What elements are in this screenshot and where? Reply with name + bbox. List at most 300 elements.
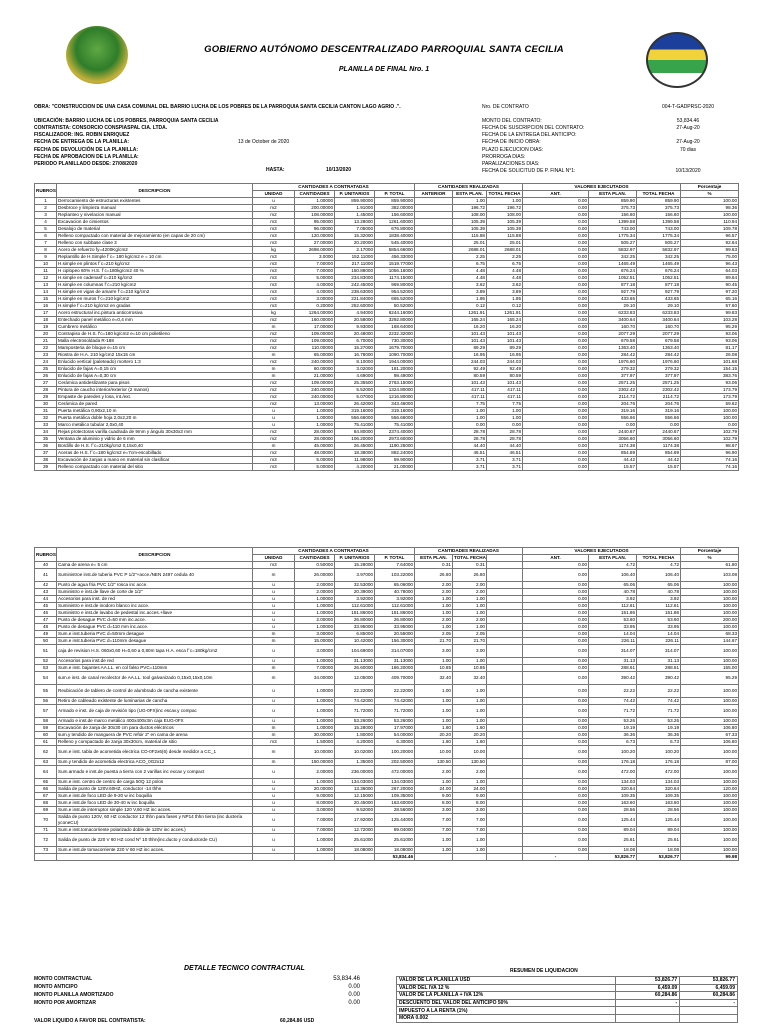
col-porcentaje: Porcentaje — [681, 184, 739, 191]
table-cell: 7.00000 — [295, 261, 335, 268]
table-cell: 31.13000 — [335, 658, 375, 665]
table-cell: 1.60 — [415, 739, 453, 746]
table-cell: 100.00 — [681, 212, 739, 219]
table-cell — [415, 380, 453, 387]
table-cell: 57.60 — [681, 303, 739, 310]
table-cell: 32.40 — [453, 672, 487, 685]
table-row — [35, 658, 739, 665]
table-row — [35, 725, 739, 732]
table-cell: 0.00 — [523, 352, 589, 359]
table-cell: 100.00 — [681, 793, 739, 800]
table-cell: 859.90 — [589, 198, 637, 205]
table-cell — [415, 345, 453, 352]
col-valores: VALORES EJECUTADOS — [523, 184, 681, 191]
col-total-fecha-valor: TOTAL FECHA — [637, 191, 681, 198]
table-row — [35, 324, 739, 331]
table-cell: 954.52000 — [375, 289, 415, 296]
table-cell: 101.43 — [453, 380, 487, 387]
table-cell: 2698.00000 — [295, 247, 335, 254]
table-cell: 96.43 — [681, 261, 739, 268]
col-cant-realizadas: CANTIDADES REALIZADAS — [415, 548, 523, 555]
table-cell: 2.17000 — [335, 247, 375, 254]
table-cell: 15.28000 — [335, 725, 375, 732]
table-row — [35, 569, 739, 582]
table-cell: 100.00 — [681, 198, 739, 205]
col-rubros: RUBROS — [35, 184, 57, 198]
table-cell: 134.03 — [589, 779, 637, 786]
table-cell-empty — [487, 617, 523, 624]
table-cell: 90.45 — [681, 282, 739, 289]
table-cell: 0.00 — [523, 746, 589, 759]
info-right-values — [640, 104, 736, 175]
table-cell: 2 — [35, 205, 57, 212]
table-cell: 130.50 — [453, 759, 487, 766]
table-cell: Riostra de H.A. 210 kg/cm2 15x15 cm — [57, 352, 253, 359]
table-cell: 0.00 — [523, 450, 589, 457]
table-cell: 1216.80000 — [375, 394, 415, 401]
table-cell: 63 — [35, 759, 57, 766]
table-cell: 2.00 — [453, 582, 487, 589]
table-cell: m — [253, 352, 295, 359]
table-cell: 13.00000 — [295, 401, 335, 408]
parish-seal-icon — [646, 32, 708, 88]
table-cell — [415, 310, 453, 317]
table-cell-empty — [415, 854, 453, 861]
table-cell: u — [253, 807, 295, 814]
table-cell: 53.60 — [637, 617, 681, 624]
table-cell: 3.71 — [453, 457, 487, 464]
table-cell: 130.50 — [415, 759, 453, 766]
resumen-value-total: 53,826.77 — [680, 977, 738, 985]
table-cell: 319.16 — [589, 408, 637, 415]
table-cell: 46.51 — [487, 450, 523, 457]
table-cell: 1838.40000 — [375, 233, 415, 240]
table-cell: 0.00 — [523, 387, 589, 394]
table-cell: m2 — [253, 205, 295, 212]
table-cell: 2.00 — [415, 766, 453, 779]
table-cell: 29.10 — [589, 303, 637, 310]
table-cell-empty — [487, 672, 523, 685]
table-row — [35, 359, 739, 366]
table-cell: 0.00 — [523, 786, 589, 793]
table-cell: 2077.29 — [589, 331, 637, 338]
table-cell — [415, 247, 453, 254]
table-cell: 0.00 — [523, 373, 589, 380]
table-cell: 71.72 — [637, 705, 681, 718]
table-cell: 2.00 — [453, 617, 487, 624]
table-cell — [415, 303, 453, 310]
info-line: FISCALIZADOR: ING. ROBIN ENRIQUEZ — [34, 132, 130, 139]
table-cell: 15 — [35, 296, 57, 303]
table-cell: 320.64 — [637, 786, 681, 793]
table-cell: 1.95 — [487, 296, 523, 303]
table-cell: 221.84000 — [335, 296, 375, 303]
table-cell: 173.79 — [681, 394, 739, 401]
table-cell: 160.70 — [589, 324, 637, 331]
table-cell: 472.00000 — [375, 766, 415, 779]
total-fecha: 53,826.77 — [637, 854, 681, 861]
table-cell: m3 — [253, 254, 295, 261]
table-cell: 2.25 — [487, 254, 523, 261]
table-cell: 7.00 — [415, 827, 453, 834]
table-cell: 1363.40 — [589, 345, 637, 352]
table-row — [35, 261, 739, 268]
table-cell: 1775.34 — [589, 233, 637, 240]
table-row — [35, 268, 739, 275]
table-cell: 151.86 — [589, 610, 637, 617]
table-row — [35, 562, 739, 569]
table-cell: 7.64000 — [375, 562, 415, 569]
table-cell: 4.72 — [637, 562, 681, 569]
table-cell: Pintura de caucho interior/exterior (2 manos) — [57, 387, 253, 394]
table-cell: 202.50000 — [375, 759, 415, 766]
table-cell: 1.00 — [453, 198, 487, 205]
table-cell: 15.57 — [637, 464, 681, 471]
detalle-value: 0.00 — [348, 1000, 360, 1006]
table-cell: Sum.y tendido de acometida electrica ACO_0G2x12 — [57, 759, 253, 766]
table-row — [35, 380, 739, 387]
table-cell: 1.00 — [415, 658, 453, 665]
table-cell: 3.00 — [415, 807, 453, 814]
table-cell: 3.02000 — [335, 366, 375, 373]
table-cell: 16.20 — [453, 324, 487, 331]
table-row — [35, 373, 739, 380]
table-cell: 56 — [35, 698, 57, 705]
table-cell: 81.17 — [681, 345, 739, 352]
contract-field-label: PLAZO EJECUCION DIAS: — [482, 146, 544, 153]
table-cell: 10.42000 — [335, 638, 375, 645]
table-cell: 314.07 — [589, 645, 637, 658]
table-cell: 1174.38 — [637, 443, 681, 450]
table-cell: 279.32 — [589, 366, 637, 373]
table-cell: Suministro e inst.de llave de corte de 1/2" — [57, 589, 253, 596]
table-cell: 3292.80000 — [375, 317, 415, 324]
table-cell: m2 — [253, 345, 295, 352]
table-cell: 854.89 — [589, 450, 637, 457]
table-cell-empty — [487, 705, 523, 718]
table-row — [35, 759, 739, 766]
table-cell: 0.00 — [681, 422, 739, 429]
table-row — [35, 834, 739, 847]
table-cell: m — [253, 732, 295, 739]
total-esta-plan: 53,826.77 — [589, 854, 637, 861]
table-cell — [415, 352, 453, 359]
table-cell: m — [253, 443, 295, 450]
table-cell — [415, 205, 453, 212]
table-cell: u — [253, 698, 295, 705]
table-cell: 0.00 — [523, 394, 589, 401]
gad-logo-icon — [66, 26, 128, 84]
table-cell: 34.00000 — [295, 672, 335, 685]
info-line: FECHA DE DEVOLUCIÓN DE LA PLANILLA: — [34, 146, 139, 153]
table-cell: 240.00000 — [295, 387, 335, 394]
table-cell: 25.61 — [637, 834, 681, 847]
table-cell: 320.64 — [589, 786, 637, 793]
table-cell: 19.19 — [589, 725, 637, 732]
table-cell: Rejas protectoras varilla cuadrada de 9mm y ángulo 30x30x3 mm — [57, 429, 253, 436]
table-cell: 70 — [35, 814, 57, 827]
table-cell: 877.18 — [637, 282, 681, 289]
table-cell: Marco metálico tubular 2,0x0,40 — [57, 422, 253, 429]
table-cell: 244.03 — [453, 359, 487, 366]
col-esta-plan-valor: ESTA PLAN. — [589, 191, 637, 198]
table-cell — [415, 289, 453, 296]
table-cell: 0.00 — [523, 665, 589, 672]
table-cell: 151.86000 — [335, 610, 375, 617]
table-cell: 12.15000 — [335, 793, 375, 800]
table-cell: 2.05 — [415, 631, 453, 638]
table-cell: 10.85 — [453, 665, 487, 672]
table-cell: 21.00000 — [295, 373, 335, 380]
table-cell: 1.00 — [453, 705, 487, 718]
table-cell: 0.00 — [523, 205, 589, 212]
table-cell: 679.58 — [637, 338, 681, 345]
table-cell-empty — [295, 854, 335, 861]
table-cell: u — [253, 617, 295, 624]
table-row — [35, 827, 739, 834]
col-total-fecha: TOTAL FECHA — [487, 191, 523, 198]
table-cell: 89.04 — [589, 827, 637, 834]
table-cell: 383.76 — [681, 373, 739, 380]
table-cell: 18.08000 — [335, 847, 375, 854]
table-cell: 92.49 — [487, 366, 523, 373]
table-cell: 100.00 — [681, 408, 739, 415]
col-ant: ANT. — [523, 555, 589, 562]
table-cell-empty — [57, 854, 253, 861]
table-cell-empty — [487, 779, 523, 786]
detalle-row — [34, 992, 374, 1000]
table-cell: 108.00 — [453, 212, 487, 219]
table-cell: 3.71 — [487, 457, 523, 464]
table-cell: 13.36000 — [335, 786, 375, 793]
table-cell: m3 — [253, 296, 295, 303]
table-cell: u — [253, 624, 295, 631]
table-cell: 71.72 — [589, 705, 637, 718]
table-cell: 75.00 — [681, 254, 739, 261]
table-cell: 47 — [35, 617, 57, 624]
table-cell: m3 — [253, 464, 295, 471]
table-cell-empty — [487, 827, 523, 834]
table-cell: 165.24 — [453, 317, 487, 324]
table-cell: 18 — [35, 317, 57, 324]
table-cell: m — [253, 759, 295, 766]
table-cell: 9 — [35, 254, 57, 261]
table-cell: 0.00 — [523, 359, 589, 366]
table-cell: 20.58000 — [335, 317, 375, 324]
table-row — [35, 205, 739, 212]
table-row — [35, 247, 739, 254]
detalle-label: MONTO PLANILLA AMORTIZADO — [34, 992, 114, 998]
table-cell: 0.00 — [589, 422, 637, 429]
table-cell: 1363.40 — [637, 345, 681, 352]
table-cell: 64 — [35, 766, 57, 779]
table-cell: 74.16 — [681, 457, 739, 464]
table-cell: 20.20 — [453, 732, 487, 739]
table-cell: 3.62 — [453, 282, 487, 289]
table-cell: 1.00 — [415, 698, 453, 705]
table-cell: 3056.60 — [637, 436, 681, 443]
table-cell: 3.92000 — [375, 596, 415, 603]
table-cell: 99.83 — [681, 310, 739, 317]
table-cell: 65.06000 — [375, 582, 415, 589]
contract-field-value: 53,834.46 — [676, 118, 700, 125]
table-cell: u — [253, 766, 295, 779]
table-cell: 95.29 — [681, 672, 739, 685]
col-esta-plan: ESTA PLAN. — [415, 555, 453, 562]
table-cell: 1174.38 — [589, 443, 637, 450]
table-cell: 730.30000 — [375, 338, 415, 345]
entrega-date: 13 de October de 2020 — [238, 139, 290, 145]
detalle-value: 0.00 — [348, 984, 360, 990]
table-cell: 109.35 — [637, 793, 681, 800]
resumen-value-total — [680, 1007, 738, 1015]
table-row — [35, 847, 739, 854]
table-cell: 104.69000 — [335, 645, 375, 658]
table-cell: 854.89 — [637, 450, 681, 457]
table-cell: 44.40 — [453, 443, 487, 450]
table-cell: H.simple en muros f´c=210 kg/cm2 — [57, 296, 253, 303]
table-cell: 67 — [35, 793, 57, 800]
table-cell: H ciplopeo 60% H.S. f´c=180kg/cm2 40 % — [57, 268, 253, 275]
col-unidad: UNIDAD — [253, 555, 295, 562]
table-cell: 105.39 — [453, 226, 487, 233]
table-cell — [415, 331, 453, 338]
table-cell — [415, 457, 453, 464]
table-cell: u — [253, 658, 295, 665]
table-cell: 100.00 — [681, 658, 739, 665]
table-cell: 0.00 — [523, 800, 589, 807]
table-cell: Replanteo y nivelacion manual — [57, 212, 253, 219]
table-cell: 375.73 — [637, 205, 681, 212]
table-cell: 5.00000 — [295, 275, 335, 282]
table-cell-empty — [35, 854, 57, 861]
table-cell: 101.43 — [487, 338, 523, 345]
table-cell: 40.78000 — [375, 589, 415, 596]
table-cell: 109.78 — [681, 226, 739, 233]
table-row — [35, 617, 739, 624]
table-cell: 21.70 — [453, 638, 487, 645]
table-cell-empty — [487, 725, 523, 732]
table-cell: 73 — [35, 847, 57, 854]
table-cell: 319.16000 — [335, 408, 375, 415]
table-cell: 155.00 — [681, 665, 739, 672]
table-cell: 5.07000 — [335, 394, 375, 401]
table-cell: 44 — [35, 596, 57, 603]
table-cell: 2973.60000 — [375, 436, 415, 443]
table-row — [35, 672, 739, 685]
table-cell: 24.00 — [453, 786, 487, 793]
table-cell: 125.44 — [637, 814, 681, 827]
table-cell: u — [253, 603, 295, 610]
table-cell: 1.00 — [415, 705, 453, 718]
table-cell: 0.00 — [523, 705, 589, 718]
table-cell: 1264.00000 — [295, 310, 335, 317]
table-cell: 200.00 — [681, 617, 739, 624]
table-cell: 71.72000 — [335, 705, 375, 718]
table-cell: 100.00 — [681, 582, 739, 589]
table-row — [35, 303, 739, 310]
table-cell: 109.35 — [589, 793, 637, 800]
table-cell: 0.00 — [523, 807, 589, 814]
table-cell: 1.00 — [453, 685, 487, 698]
table-cell: Acero estructural inc.pintura anticorrosiva — [57, 310, 253, 317]
table-cell: 21 — [35, 338, 57, 345]
table-cell: 11 — [35, 268, 57, 275]
table-cell — [415, 212, 453, 219]
table-cell: 927.79 — [637, 289, 681, 296]
table-cell: 204.76 — [637, 401, 681, 408]
col-total-fecha-valor: TOTAL FECHA — [637, 555, 681, 562]
table-cell: 2763.15000 — [375, 380, 415, 387]
table-cell: 417.11 — [487, 394, 523, 401]
table-cell: 3.00000 — [295, 296, 335, 303]
table-cell: 5.00000 — [295, 464, 335, 471]
table-cell: 34 — [35, 429, 57, 436]
table-row — [35, 665, 739, 672]
table-cell: 1.00000 — [295, 685, 335, 698]
table-cell: 32.40 — [415, 672, 453, 685]
table-cell: 150.88000 — [335, 268, 375, 275]
table-cell: 556.66000 — [375, 415, 415, 422]
table-cell: sum.y tendido de manguera de PVC refoir 2" en cama de arena — [57, 732, 253, 739]
table-cell: u — [253, 422, 295, 429]
detalle-block — [34, 976, 374, 1008]
table-cell: 3.00000 — [295, 645, 335, 658]
table-cell: 4.48 — [487, 268, 523, 275]
table-cell: 1324.80000 — [375, 387, 415, 394]
table-row — [35, 289, 739, 296]
table-cell: 38 — [35, 457, 57, 464]
table-cell: 176.18 — [637, 759, 681, 766]
table-cell-empty — [487, 685, 523, 698]
table-cell: 433.65 — [589, 296, 637, 303]
table-cell: u — [253, 408, 295, 415]
table-cell: 1174.15000 — [375, 275, 415, 282]
table-row — [35, 443, 739, 450]
table-row — [35, 317, 739, 324]
table-cell: 2302.42 — [589, 387, 637, 394]
table-cell: 0.00 — [523, 212, 589, 219]
table-cell: 417.11 — [487, 387, 523, 394]
table-cell: 0.00 — [523, 624, 589, 631]
table-cell — [415, 233, 453, 240]
table-cell: 74.42000 — [375, 698, 415, 705]
table-cell: 105.39 — [487, 226, 523, 233]
table-cell: 217.11000 — [335, 261, 375, 268]
table-cell: 9.00 — [415, 793, 453, 800]
table-row — [35, 807, 739, 814]
table-cell: 100.00 — [681, 834, 739, 847]
detalle-row — [34, 1000, 374, 1008]
table-cell: 3.00 — [453, 807, 487, 814]
table-cell-empty — [487, 786, 523, 793]
table-cell: 15.00000 — [295, 638, 335, 645]
table-cell — [415, 226, 453, 233]
table-cell: 25 — [35, 366, 57, 373]
table-cell: 35 — [35, 436, 57, 443]
table-cell: 28.78 — [487, 436, 523, 443]
table-cell: m — [253, 665, 295, 672]
table-cell: 53.60 — [589, 617, 637, 624]
table-row — [35, 685, 739, 698]
table-cell: 5832.97 — [637, 247, 681, 254]
table-cell: 0.00 — [523, 672, 589, 685]
document-title: GOBIERNO AUTÓNOMO DESCENTRALIZADO PARROQUIAL SANTA CECILIA — [204, 44, 564, 55]
table-cell: 0.00 — [523, 268, 589, 275]
table-cell: Puerta metálica 0,90x2,10 m — [57, 408, 253, 415]
table-cell: 0.00 — [523, 698, 589, 705]
table-cell: 2232.32000 — [375, 331, 415, 338]
